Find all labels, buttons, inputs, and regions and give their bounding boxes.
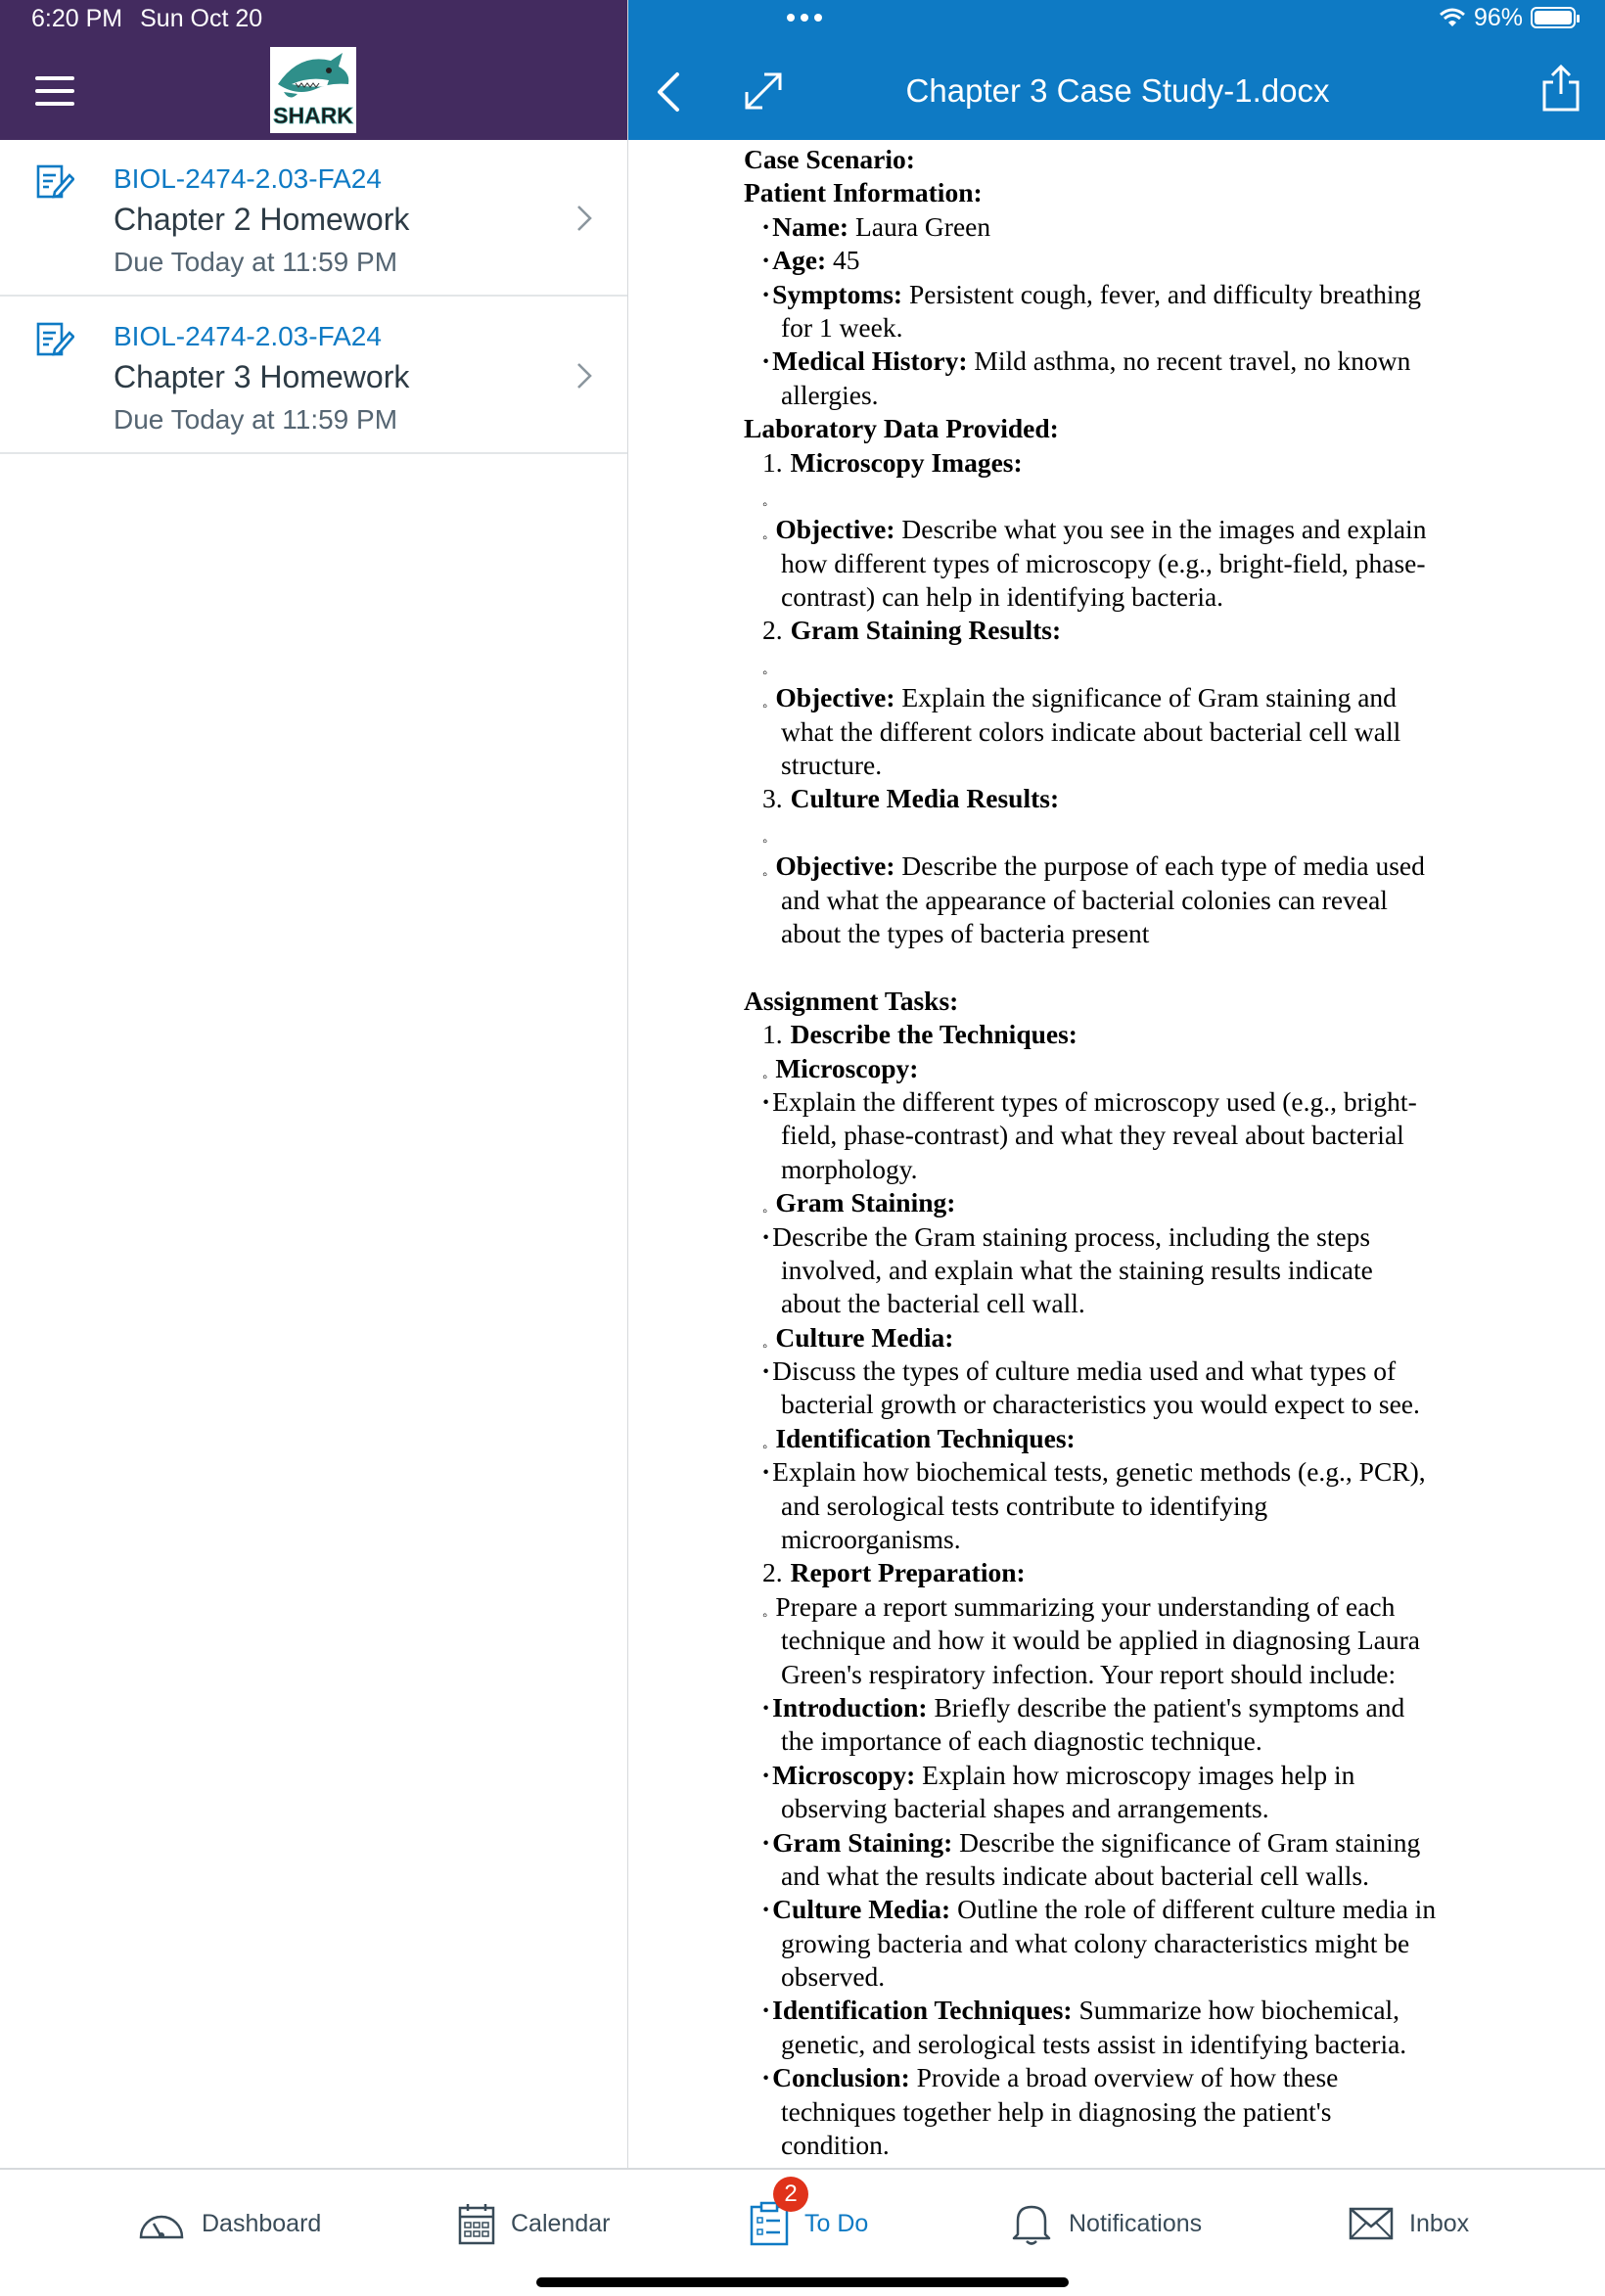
document-line	[744, 1355, 1585, 1388]
document-line	[744, 1724, 1585, 1758]
line-text: Summarize how biochemical,	[1072, 1995, 1400, 2026]
document-line	[744, 344, 1585, 378]
line-text: Outline the role of different culture media in	[950, 1894, 1437, 1925]
dashboard-icon	[137, 2206, 186, 2241]
tab-inbox[interactable]	[1349, 2199, 1469, 2248]
bold-label: Introduction:	[772, 1691, 928, 1722]
document-line	[744, 143, 1585, 176]
status-date: Sun Oct 20	[140, 5, 263, 32]
document-line	[744, 1388, 1585, 1421]
line-text: Laura Green	[848, 210, 991, 242]
document-line	[744, 1455, 1585, 1489]
assignment-item-chapter-3[interactable]	[0, 298, 627, 454]
line-text: growing bacteria and what colony characteristics might be	[781, 1927, 1410, 1958]
list-marker: ·	[761, 345, 771, 377]
list-marker: ◦	[762, 1607, 768, 1624]
assignment-icon	[35, 321, 74, 360]
bold-label: Conclusion:	[772, 2062, 910, 2093]
battery-percent: 96%	[1473, 4, 1523, 31]
line-text: Describe the Gram staining process, including the steps	[772, 1220, 1371, 1252]
line-text: Explain the significance of Gram staining and	[894, 682, 1397, 713]
document-line	[744, 379, 1585, 412]
list-marker: ·	[761, 1355, 771, 1387]
viewer-header	[628, 0, 1605, 140]
tab-dashboard[interactable]	[137, 2199, 321, 2248]
chevron-right-icon	[575, 204, 593, 233]
document-line	[744, 1556, 1585, 1589]
list-marker: ◦	[762, 530, 768, 547]
line-text: Mild asthma, no recent travel, no known	[967, 345, 1411, 377]
line-text: condition.	[781, 2130, 890, 2161]
document-line	[744, 1186, 1585, 1219]
document-content	[744, 143, 1585, 2162]
bold-label: Case Scenario:	[744, 144, 915, 174]
document-line	[744, 244, 1585, 277]
list-marker: ·	[761, 1826, 771, 1858]
line-text: allergies.	[781, 379, 879, 410]
blank-line	[744, 950, 1585, 984]
document-line	[744, 816, 1585, 850]
due-date: Due Today at 11:59 PM	[114, 404, 398, 435]
bold-label: Gram Staining Results:	[790, 615, 1062, 646]
list-marker: ·	[761, 2062, 771, 2093]
course-code: BIOL-2474-2.03-FA24	[114, 321, 382, 351]
line-text: Persistent cough, fever, and difficulty breathing	[902, 278, 1422, 309]
list-marker: 3.	[762, 783, 783, 814]
list-marker: ·	[761, 245, 771, 276]
list-marker: 2.	[762, 615, 783, 646]
document-line	[744, 1590, 1585, 1624]
list-marker: ·	[761, 210, 771, 242]
tab-label: Calendar	[511, 2209, 611, 2237]
document-line	[744, 985, 1585, 1018]
document-line	[744, 1490, 1585, 1523]
line-text: Describe the purpose of each type of media used	[894, 850, 1425, 882]
document-line	[744, 2028, 1585, 2061]
document-line	[744, 850, 1585, 883]
line-text: what the different colors indicate about bacterial cell wall	[781, 715, 1401, 747]
document-line	[744, 547, 1585, 580]
document-line	[744, 412, 1585, 445]
wifi-icon	[1439, 7, 1466, 28]
bold-label: Identification Techniques:	[772, 1995, 1073, 2026]
bold-label: Patient Information:	[744, 177, 983, 208]
document-line	[744, 580, 1585, 614]
line-text: about the bacterial cell wall.	[781, 1288, 1085, 1319]
document-line	[744, 1893, 1585, 1926]
line-text: observed.	[781, 1961, 886, 1993]
line-text: about the types of bacteria present	[781, 917, 1150, 948]
document-line	[744, 1927, 1585, 1960]
document-line	[744, 782, 1585, 815]
list-marker: ·	[761, 1691, 771, 1722]
line-text: involved, and explain what the staining results indicate	[781, 1254, 1373, 1285]
document-line	[744, 176, 1585, 209]
document-line	[744, 1018, 1585, 1051]
bold-label: Laboratory Data Provided:	[744, 413, 1059, 444]
line-text: and what the results indicate about bacterial cell walls.	[781, 1860, 1369, 1891]
line-text: and serological tests contribute to identifying	[781, 1490, 1268, 1521]
document-line	[744, 1422, 1585, 1455]
list-marker: 1.	[762, 446, 783, 478]
menu-icon[interactable]	[35, 76, 74, 106]
document-line	[744, 210, 1585, 244]
bold-label: Identification Techniques:	[775, 1422, 1076, 1453]
tab-calendar[interactable]	[458, 2199, 610, 2248]
line-text: bacterial growth or characteristics you would expect to see.	[781, 1389, 1420, 1420]
document-line	[744, 1624, 1585, 1657]
document-line	[744, 1826, 1585, 1860]
share-icon[interactable]	[1538, 63, 1583, 114]
document-line	[744, 1658, 1585, 1691]
line-text: Briefly describe the patient's symptoms and	[927, 1691, 1405, 1722]
line-text: observing bacterial shapes and arrangements.	[781, 1793, 1269, 1824]
document-line	[744, 884, 1585, 917]
bold-label: Assignment Tasks:	[744, 985, 959, 1016]
list-marker: ·	[761, 1220, 771, 1252]
multitasking-dots-icon[interactable]	[781, 4, 830, 33]
line-text: techniques together help in diagnosing the patient's	[781, 2095, 1332, 2127]
back-icon[interactable]	[650, 69, 689, 115]
document-line	[744, 1523, 1585, 1556]
list-marker: ◦	[762, 1204, 768, 1220]
line-text: how different types of microscopy (e.g., bright-field, phase-	[781, 547, 1426, 578]
list-marker: ◦	[762, 1338, 768, 1355]
list-marker: 2.	[762, 1557, 783, 1588]
line-text: technique and how it would be applied in diagnosing Laura	[781, 1625, 1420, 1656]
line-text: Explain how microscopy images help in	[915, 1759, 1355, 1790]
shark-logo-image	[270, 47, 356, 133]
list-marker: ◦	[762, 833, 768, 850]
document-viewer	[628, 0, 1605, 2296]
assignment-list-panel	[0, 0, 627, 2296]
list-marker: ◦	[762, 1069, 768, 1085]
tab-label: To Do	[804, 2209, 869, 2237]
document-line	[744, 1085, 1585, 1119]
assignment-title: Chapter 3 Homework	[114, 359, 410, 394]
document-line	[744, 1792, 1585, 1825]
document-line	[744, 2061, 1585, 2094]
due-date: Due Today at 11:59 PM	[114, 247, 398, 277]
line-text: microorganisms.	[781, 1524, 961, 1555]
logo-text: SHARK	[273, 103, 353, 128]
bold-label: Culture Media Results:	[790, 783, 1060, 814]
mail-icon	[1349, 2207, 1394, 2240]
bold-label: Objective:	[775, 514, 895, 545]
list-marker: ◦	[762, 867, 768, 884]
line-text: structure.	[781, 750, 883, 781]
line-text: Describe the significance of Gram staining	[952, 1826, 1421, 1858]
bold-label: Microscopy:	[772, 1759, 916, 1790]
tab-label: Dashboard	[202, 2209, 322, 2237]
tab-label: Notifications	[1069, 2209, 1203, 2237]
line-text: contrast) can help in identifying bacteria.	[781, 581, 1224, 613]
document-line	[744, 2095, 1585, 2129]
document-line	[744, 446, 1585, 480]
list-marker: ·	[761, 1085, 771, 1117]
list-marker: ◦	[762, 665, 768, 681]
tab-todo[interactable]	[750, 2199, 868, 2248]
document-line	[744, 1119, 1585, 1152]
bold-label: Gram Staining:	[775, 1187, 956, 1218]
bold-label: Describe the Techniques:	[790, 1019, 1078, 1050]
list-marker: ·	[761, 278, 771, 309]
line-text: 45	[826, 245, 860, 276]
assignment-item-chapter-2[interactable]	[0, 140, 627, 297]
list-marker: ·	[761, 1995, 771, 2026]
document-line	[744, 749, 1585, 782]
calendar-icon	[458, 2202, 495, 2245]
document-line	[744, 715, 1585, 749]
document-line	[744, 1860, 1585, 1893]
document-line	[744, 1254, 1585, 1287]
document-line	[744, 278, 1585, 311]
bold-label: Name:	[772, 210, 849, 242]
document-line	[744, 311, 1585, 344]
document-line	[744, 1052, 1585, 1085]
battery-icon	[1531, 7, 1576, 28]
expand-icon[interactable]	[741, 69, 786, 114]
bold-label: Gram Staining:	[772, 1826, 953, 1858]
list-marker: ◦	[762, 699, 768, 715]
document-line	[744, 2129, 1585, 2162]
tab-label: Inbox	[1409, 2209, 1470, 2237]
list-marker: ◦	[762, 496, 768, 513]
shark-logo	[270, 47, 356, 133]
list-marker: ◦	[762, 1439, 768, 1455]
document-line	[744, 648, 1585, 681]
document-line	[744, 1759, 1585, 1792]
line-text: morphology.	[781, 1153, 918, 1184]
todo-badge: 2	[773, 2177, 808, 2212]
document-line	[744, 480, 1585, 513]
list-marker: ·	[761, 1456, 771, 1488]
list-marker: 1.	[762, 1019, 783, 1050]
list-marker: ·	[761, 1759, 771, 1790]
course-header	[0, 0, 627, 140]
line-text: Prepare a report summarizing your understanding of each	[775, 1590, 1396, 1622]
line-text: Discuss the types of culture media used and what types of	[772, 1355, 1397, 1387]
line-text: genetic, and serological tests assist in identifying bacteria.	[781, 2028, 1407, 2059]
line-text: field, phase-contrast) and what they reveal about bacterial	[781, 1120, 1404, 1151]
assignment-title: Chapter 2 Homework	[114, 202, 410, 237]
document-line	[744, 1153, 1585, 1186]
line-text: the importance of each diagnostic technique.	[781, 1725, 1262, 1757]
tab-notifications[interactable]	[1010, 2199, 1202, 2248]
line-text: for 1 week.	[781, 311, 903, 343]
line-text: Explain how biochemical tests, genetic methods (e.g., PCR),	[772, 1456, 1426, 1488]
document-line	[744, 513, 1585, 546]
line-text: Provide a broad overview of how these	[909, 2062, 1339, 2093]
document-line	[744, 1287, 1585, 1320]
course-code: BIOL-2474-2.03-FA24	[114, 163, 382, 194]
status-time: 6:20 PM	[31, 5, 123, 32]
line-text: Describe what you see in the images and explain	[894, 514, 1427, 545]
document-line	[744, 1960, 1585, 1994]
line-text: Explain the different types of microscopy used (e.g., bright-	[772, 1085, 1417, 1117]
home-indicator[interactable]	[536, 2277, 1069, 2287]
line-text: Green's respiratory infection. Your report should include:	[781, 1658, 1397, 1689]
document-line	[744, 917, 1585, 950]
document-line	[744, 1994, 1585, 2027]
bold-label: Medical History:	[772, 345, 968, 377]
document-line	[744, 681, 1585, 714]
bold-label: Objective:	[775, 682, 895, 713]
document-line	[744, 1220, 1585, 1254]
document-line	[744, 1691, 1585, 1724]
bold-label: Symptoms:	[772, 278, 903, 309]
list-marker: ·	[761, 1894, 771, 1925]
line-text: and what the appearance of bacterial colonies can reveal	[781, 884, 1388, 915]
document-title: Chapter 3 Case Study-1.docx	[905, 72, 1330, 109]
document-line	[744, 614, 1585, 647]
bold-label: Microscopy:	[775, 1052, 919, 1083]
bell-icon	[1010, 2201, 1053, 2246]
bold-label: Microscopy Images:	[790, 446, 1023, 478]
status-bar-right	[1439, 2, 1576, 33]
status-bar-left	[31, 4, 262, 33]
document-line	[744, 1321, 1585, 1355]
bold-label: Objective:	[775, 850, 895, 882]
bold-label: Culture Media:	[775, 1321, 954, 1353]
bold-label: Report Preparation:	[790, 1557, 1026, 1588]
assignment-icon	[35, 163, 74, 203]
bold-label: Age:	[772, 245, 827, 276]
bold-label: Culture Media:	[772, 1894, 951, 1925]
chevron-right-icon	[575, 361, 593, 390]
